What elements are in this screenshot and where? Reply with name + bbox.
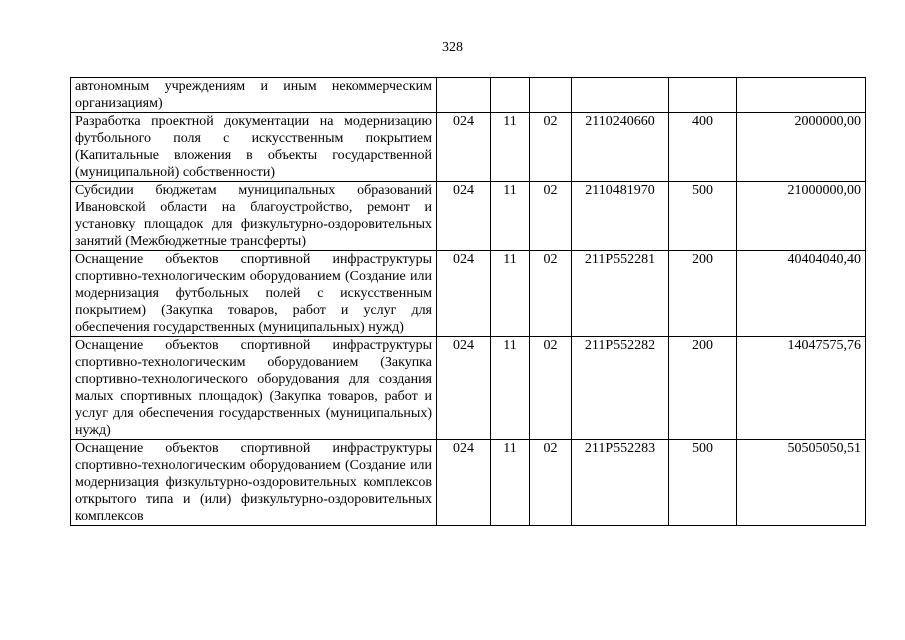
expense-type-code: 200	[669, 251, 737, 337]
section-code: 11	[491, 113, 530, 182]
table-row	[71, 78, 866, 113]
table-row	[71, 251, 866, 337]
table-row	[71, 337, 866, 440]
expense-type-code	[669, 78, 737, 113]
grbs-code: 024	[437, 251, 491, 337]
target-article-code	[572, 78, 669, 113]
section-code: 11	[491, 440, 530, 526]
row-description: Субсидии бюджетам муниципальных образований Ивановской области на благоустройство, ремонт и установку площадок для физкультурно-оздоровительных занятий (Межбюджетные трансферты)	[71, 182, 437, 251]
table-row	[71, 113, 866, 182]
subsection-code: 02	[530, 182, 572, 251]
amount: 21000000,00	[737, 182, 866, 251]
row-description: Оснащение объектов спортивной инфраструктуры спортивно-технологическим оборудованием (Закупка спортивно-технологического оборудования для создания малых спортивных площадок) (Закупка товаров, работ и услуг для обеспечения государственных (муниципальных) нужд)	[71, 337, 437, 440]
subsection-code: 02	[530, 251, 572, 337]
table-row	[71, 182, 866, 251]
subsection-code: 02	[530, 440, 572, 526]
expense-type-code: 500	[669, 182, 737, 251]
grbs-code: 024	[437, 440, 491, 526]
expense-type-code: 400	[669, 113, 737, 182]
amount	[737, 78, 866, 113]
amount: 40404040,40	[737, 251, 866, 337]
grbs-code: 024	[437, 182, 491, 251]
target-article-code: 211P552282	[572, 337, 669, 440]
amount: 50505050,51	[737, 440, 866, 526]
grbs-code: 024	[437, 337, 491, 440]
expense-type-code: 200	[669, 337, 737, 440]
table-row	[71, 440, 866, 526]
target-article-code: 211P552283	[572, 440, 669, 526]
row-description: Оснащение объектов спортивной инфраструктуры спортивно-технологическим оборудованием (Создание или модернизация физкультурно-оздоровительных комплексов открытого типа и (или) физкультурно-оздоровительных комплексов	[71, 440, 437, 526]
budget-table	[70, 77, 866, 526]
amount: 2000000,00	[737, 113, 866, 182]
section-code: 11	[491, 182, 530, 251]
row-description: Оснащение объектов спортивной инфраструктуры спортивно-технологическим оборудованием (Создание или модернизация футбольных полей с искусственным покрытием) (Закупка товаров, работ и услуг для обеспечения государственных (муниципальных) нужд)	[71, 251, 437, 337]
target-article-code: 211P552281	[572, 251, 669, 337]
page-number: 328	[442, 40, 463, 55]
target-article-code: 2110481970	[572, 182, 669, 251]
target-article-code: 2110240660	[572, 113, 669, 182]
expense-type-code: 500	[669, 440, 737, 526]
grbs-code	[437, 78, 491, 113]
section-code: 11	[491, 337, 530, 440]
subsection-code: 02	[530, 113, 572, 182]
grbs-code: 024	[437, 113, 491, 182]
subsection-code	[530, 78, 572, 113]
row-description: Разработка проектной документации на модернизацию футбольного поля с искусственным покрытием (Капитальные вложения в объекты государственной (муниципальной) собственности)	[71, 113, 437, 182]
amount: 14047575,76	[737, 337, 866, 440]
section-code	[491, 78, 530, 113]
row-description: автономным учреждениям и иным некоммерческим организациям)	[71, 78, 437, 113]
section-code: 11	[491, 251, 530, 337]
subsection-code: 02	[530, 337, 572, 440]
